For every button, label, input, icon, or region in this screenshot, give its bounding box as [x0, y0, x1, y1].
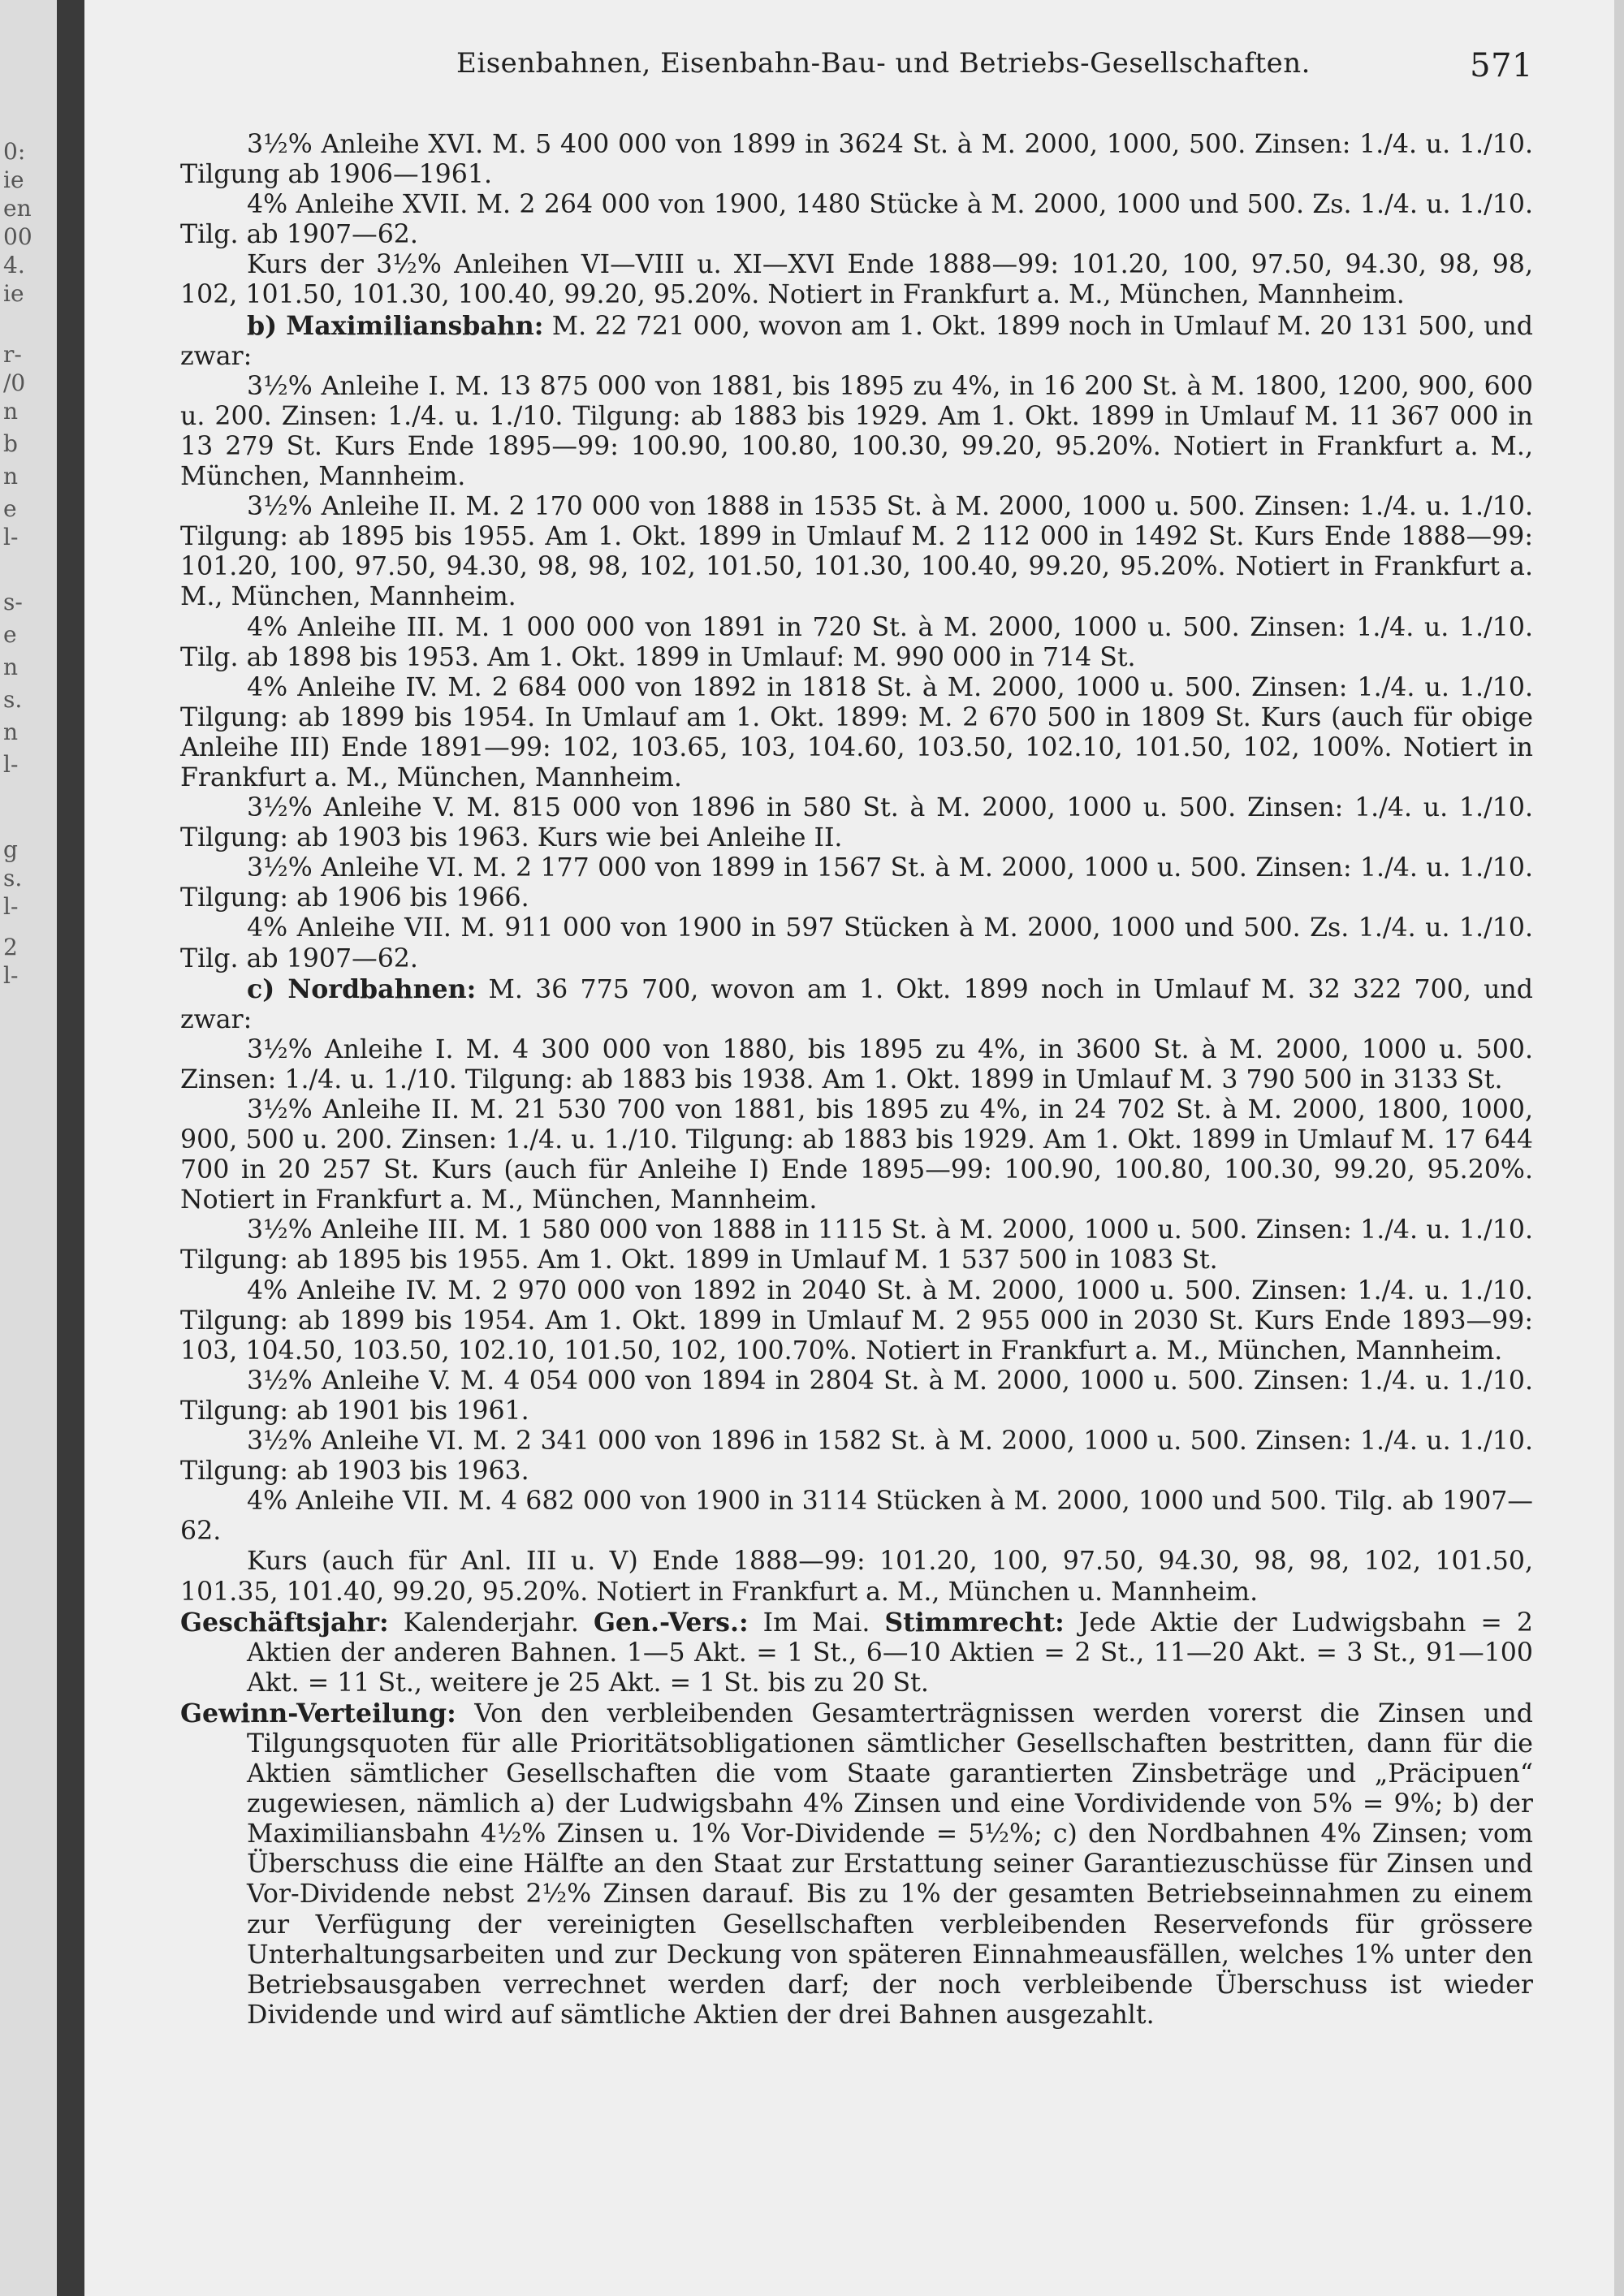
adjacent-page-fragment: s. [3, 865, 23, 891]
paragraph: 4% Anleihe IV. M. 2 684 000 von 1892 in 1818 St. à M. 2000, 1000 u. 500. Zinsen: 1./4. u. 1./10. Tilgung: ab 1899 bis 1954. In Umlauf am 1. Okt. 1899: M. 2 670 500 in 1809 St. Kurs (auch für obige Anleihe III) Ende 1891—99: 102, 103.65, 103, 104.60, 103.50, 102.10, 101.50, 102, 100%. Notiert in Frankfurt a. M., München, Mannheim. [180, 672, 1533, 792]
adjacent-page-fragment: ie [3, 280, 24, 307]
adjacent-page-fragment: s- [3, 589, 23, 615]
adjacent-page-fragment: g [3, 836, 18, 863]
field-label: Geschäftsjahr: [180, 1607, 389, 1638]
section-heading: c) Nordbahnen: [247, 973, 477, 1004]
body-text [180, 130, 1533, 2031]
field-label: Gewinn-Verteilung: [180, 1698, 456, 1728]
paragraph: 4% Anleihe III. M. 1 000 000 von 1891 in 720 St. à M. 2000, 1000 u. 500. Zinsen: 1./4. u. 1./10. Tilg. ab 1898 bis 1953. Am 1. Okt. 1899 in Umlauf: M. 990 000 in 714 St. [180, 612, 1533, 672]
paragraph: 4% Anleihe VII. M. 4 682 000 von 1900 in 3114 Stücken à M. 2000, 1000 und 500. Tilg. ab 1907—62. [180, 1487, 1533, 1547]
paragraph: 4% Anleihe XVII. M. 2 264 000 von 1900, 1480 Stücke à M. 2000, 1000 und 500. Zs. 1./4. u. 1./10. Tilg. ab 1907—62. [180, 190, 1533, 250]
adjacent-page-fragment: l- [3, 524, 19, 550]
adjacent-page-fragment: e [3, 495, 17, 522]
adjacent-page-fragment: b [3, 430, 18, 457]
adjacent-page-fragment: e [3, 621, 17, 648]
paragraph: 3½% Anleihe I. M. 4 300 000 von 1880, bis 1895 zu 4%, in 3600 St. à M. 2000, 1000 u. 500. Zinsen: 1./4. u. 1./10. Tilgung: ab 1883 bis 1938. Am 1. Okt. 1899 in Umlauf M. 3 790 500 in 3133 St. [180, 1034, 1533, 1094]
page-number: 571 [1470, 47, 1533, 84]
adjacent-page-fragment: ie [3, 166, 24, 193]
adjacent-page-fragment: l- [3, 893, 19, 920]
adjacent-page-fragment: l- [3, 962, 19, 989]
adjacent-page-fragment: l- [3, 751, 19, 778]
adjacent-page-fragment: n [3, 463, 19, 490]
adjacent-page-fragment: 4. [3, 252, 25, 278]
paragraph: 4% Anleihe VII. M. 911 000 von 1900 in 597 Stücken à M. 2000, 1000 und 500. Zs. 1./4. u. 1./10. Tilg. ab 1907—62. [180, 913, 1533, 973]
adjacent-page-fragment: /0 [3, 369, 26, 396]
paragraph: 3½% Anleihe VI. M. 2 341 000 von 1896 in 1582 St. à M. 2000, 1000 u. 500. Zinsen: 1./4. u. 1./10. Tilgung: ab 1903 bis 1963. [180, 1426, 1533, 1487]
book-spine-shadow [57, 0, 84, 2296]
page-edge [1614, 0, 1624, 2296]
adjacent-page-fragment: n [3, 654, 19, 680]
paragraph: 3½% Anleihe V. M. 815 000 von 1896 in 580 St. à M. 2000, 1000 u. 500. Zinsen: 1./4. u. 1./10. Tilgung: ab 1903 bis 1963. Kurs wie bei Anleihe II. [180, 793, 1533, 853]
adjacent-page-fragment: r- [3, 341, 22, 368]
section-heading-paragraph: c) Nordbahnen: M. 36 775 700, wovon am 1. Okt. 1899 noch in Umlauf M. 32 322 700, und zwar: [180, 973, 1534, 1034]
paragraph: 3½% Anleihe II. M. 21 530 700 von 1881, bis 1895 zu 4%, in 24 702 St. à M. 2000, 1800, 1000, 900, 500 u. 200. Zinsen: 1./4. u. 1./10. Tilgung: ab 1883 bis 1929. Am 1. Okt. 1899 in Umlauf M. 17 644 700 in 20 257 St. Kurs (auch für Anleihe I) Ende 1895—99: 100.90, 100.80, 100.30, 99.20, 95.20%. Notiert in Frankfurt a. M., München, Mannheim. [180, 1095, 1533, 1215]
running-title: Eisenbahnen, Eisenbahn-Bau- und Betriebs-Gesellschaften. [456, 47, 1311, 80]
field-label: Gen.-Vers.: [593, 1607, 749, 1638]
paragraph: Kurs der 3½% Anleihen VI—VIII u. XI—XVI Ende 1888—99: 101.20, 100, 97.50, 94.30, 98, 98, 102, 101.50, 101.30, 100.40, 99.20, 95.20%. Notiert in Frankfurt a. M., München, Mannheim. [180, 250, 1533, 310]
field-label: Stimmrecht: [884, 1607, 1065, 1638]
paragraph: Kurs (auch für Anl. III u. V) Ende 1888—99: 101.20, 100, 97.50, 94.30, 98, 98, 102, 101.50, 101.35, 101.40, 99.20, 95.20%. Notiert in Frankfurt a. M., München u. Mannheim. [180, 1547, 1533, 1607]
paragraph: 3½% Anleihe VI. M. 2 177 000 von 1899 in 1567 St. à M. 2000, 1000 u. 500. Zinsen: 1./4. u. 1./10. Tilgung: ab 1906 bis 1966. [180, 853, 1533, 913]
adjacent-page-fragment: 0: [3, 138, 26, 165]
paragraph: 3½% Anleihe V. M. 4 054 000 von 1894 in 2804 St. à M. 2000, 1000 u. 500. Zinsen: 1./4. u. 1./10. Tilgung: ab 1901 bis 1961. [180, 1366, 1533, 1426]
section-heading-paragraph: b) Maximiliansbahn: M. 22 721 000, wovon am 1. Okt. 1899 noch in Umlauf M. 20 131 500, und zwar: [180, 310, 1533, 371]
paragraph: 3½% Anleihe I. M. 13 875 000 von 1881, bis 1895 zu 4%, in 16 200 St. à M. 1800, 1200, 900, 600 u. 200. Zinsen: 1./4. u. 1./10. Tilgung: ab 1883 bis 1929. Am 1. Okt. 1899 in Umlauf M. 11 367 000 in 13 279 St. Kurs Ende 1895—99: 100.90, 100.80, 100.30, 99.20, 95.20%. Notiert in Frankfurt a. M., München, Mannheim. [180, 371, 1533, 492]
adjacent-page-fragment: 00 [3, 223, 32, 250]
adjacent-page-fragment: n [3, 398, 19, 425]
adjacent-page-fragment: s. [3, 686, 23, 713]
adjacent-page-fragment: 2 [3, 934, 18, 960]
adjacent-page-fragment: n [3, 719, 19, 745]
document-page [84, 0, 1614, 2296]
company-facts-paragraph: Geschäftsjahr: Kalenderjahr. Gen.-Vers.: Im Mai. Stimmrecht: Jede Aktie der Ludwigsbahn = 2 Aktien der anderen Bahnen. 1—5 Akt. = 1 St., 6—10 Aktien = 2 St., 11—20 Akt. = 3 St., 91—100 Akt. = 11 St., weitere je 25 Akt. = 1 St. bis zu 20 St. [180, 1607, 1533, 1698]
adjacent-page-fragment: en [3, 195, 32, 222]
profit-distribution-paragraph: Gewinn-Verteilung: Von den verbleibenden Gesamterträgnissen werden vorerst die Zinsen und Tilgungsquoten für alle Prioritätsobligationen sämtlicher Gesellschaften bestritten, dann für die Aktien sämtlicher Gesellschaften die vom Staate garantierten Zinsbeträge und „Präcipuen“ zugewiesen, nämlich a) der Ludwigsbahn 4% Zinsen und eine Vordividende von 5% = 9%; b) der Maximiliansbahn 4½% Zinsen u. 1% Vor-Dividende = 5½%; c) den Nordbahnen 4% Zinsen; vom Überschuss die eine Hälfte an den Staat zur Erstattung seiner Garantiezuschüsse für Zinsen und Vor-Dividende nebst 2½% Zinsen darauf. Bis zu 1% der gesamten Betriebseinnahmen zu einem zur Verfügung der vereinigten Gesellschaften verbleibenden Reservefonds für grössere Unterhaltungsarbeiten und zur Deckung von späteren Einnahmeausfällen, welches 1% unter den Betriebsausgaben verrechnet werden darf; der noch verbleibende Überschuss ist wieder Dividende und wird auf sämtliche Aktien der drei Bahnen ausgezahlt. [180, 1698, 1533, 2030]
paragraph: 4% Anleihe IV. M. 2 970 000 von 1892 in 2040 St. à M. 2000, 1000 u. 500. Zinsen: 1./4. u. 1./10. Tilgung: ab 1899 bis 1954. Am 1. Okt. 1899 in Umlauf M. 2 955 000 in 2030 St. Kurs Ende 1893—99: 103, 104.50, 103.50, 102.10, 101.50, 102, 100.70%. Notiert in Frankfurt a. M., München, Mannheim. [180, 1275, 1533, 1366]
adjacent-page-strip [0, 0, 57, 2296]
paragraph: 3½% Anleihe III. M. 1 580 000 von 1888 in 1115 St. à M. 2000, 1000 u. 500. Zinsen: 1./4. u. 1./10. Tilgung: ab 1895 bis 1955. Am 1. Okt. 1899 in Umlauf M. 1 537 500 in 1083 St. [180, 1215, 1533, 1275]
paragraph: 3½% Anleihe II. M. 2 170 000 von 1888 in 1535 St. à M. 2000, 1000 u. 500. Zinsen: 1./4. u. 1./10. Tilgung: ab 1895 bis 1955. Am 1. Okt. 1899 in Umlauf M. 2 112 000 in 1492 St. Kurs Ende 1888—99: 101.20, 100, 97.50, 94.30, 98, 98, 102, 101.50, 101.30, 100.40, 99.20, 95.20%. Notiert in Frankfurt a. M., München, Mannheim. [180, 492, 1533, 612]
section-heading: b) Maximiliansbahn: [247, 310, 544, 341]
paragraph: 3½% Anleihe XVI. M. 5 400 000 von 1899 in 3624 St. à M. 2000, 1000, 500. Zinsen: 1./4. u. 1./10. Tilgung ab 1906—1961. [180, 130, 1533, 190]
